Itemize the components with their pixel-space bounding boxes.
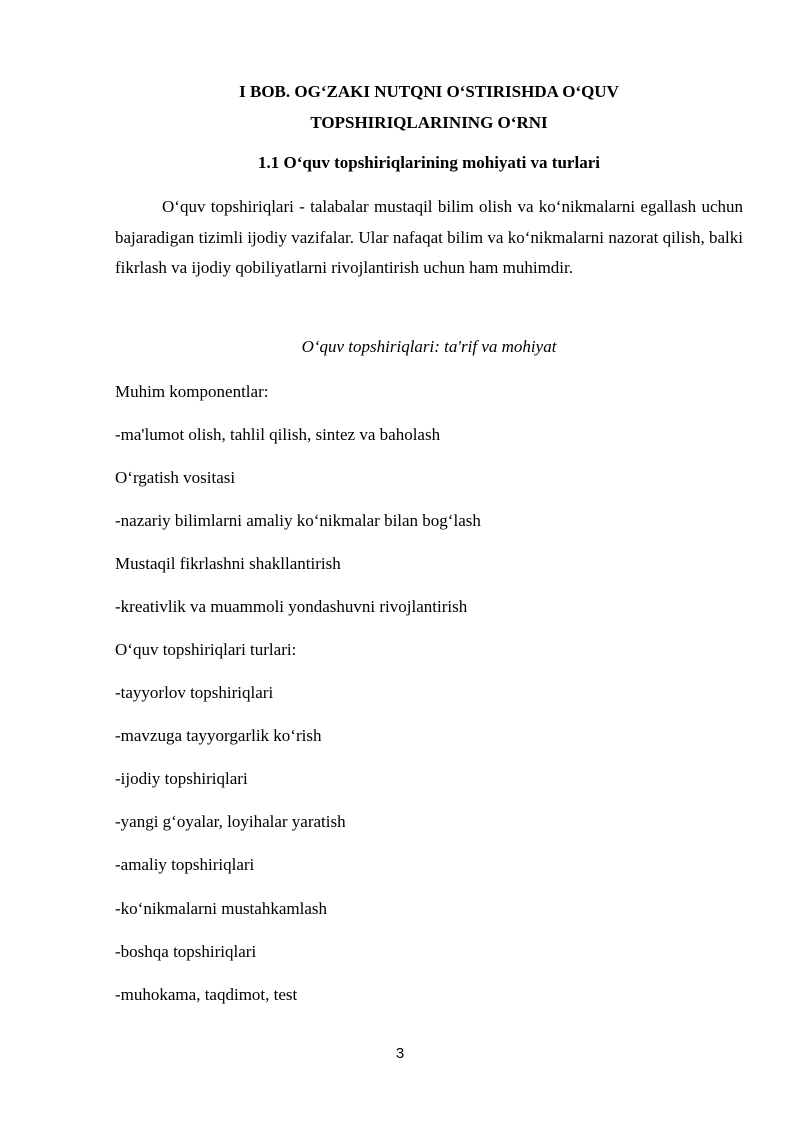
page-number: 3 — [395, 1045, 405, 1062]
list-item: -kreativlik va muammoli yondashuvni rivojlantirish — [115, 597, 468, 616]
list-item: O‘rgatish vositasi — [115, 468, 236, 487]
list-item: -yangi g‘oyalar, loyihalar yaratish — [115, 812, 346, 831]
chapter-title — [115, 76, 743, 138]
list-item: -ijodiy topshiriqlari — [115, 769, 248, 788]
list-item: Mustaqil fikrlashni shakllantirish — [115, 554, 341, 573]
list-item: -boshqa topshiriqlari — [115, 942, 257, 961]
list-item: -ko‘nikmalarni mustahkamlash — [115, 899, 327, 918]
chapter-title-line-1: I BOB. OG‘ZAKI NUTQNI O‘STIRISHDA O‘QUV — [239, 82, 619, 101]
list-item: -amaliy topshiriqlari — [115, 855, 255, 874]
list-item: -mavzuga tayyorgarlik ko‘rish — [115, 726, 322, 745]
section-title: 1.1 O‘quv topshiriqlarining mohiyati va turlari — [258, 153, 600, 172]
chapter-title-line-2: TOPSHIRIQLARINING O‘RNI — [310, 113, 548, 132]
italic-subtitle: O‘quv topshiriqlari: ta'rif va mohiyat — [301, 337, 557, 356]
list-item: -nazariy bilimlarni amaliy ko‘nikmalar bilan bog‘lash — [115, 511, 481, 530]
list-item: -muhokama, taqdimot, test — [115, 985, 298, 1004]
list-item: O‘quv topshiriqlari turlari: — [115, 640, 297, 659]
list-item: -ma'lumot olish, tahlil qilish, sintez va baholash — [115, 425, 441, 444]
list-item: -tayyorlov topshiriqlari — [115, 683, 274, 702]
list-item: Muhim komponentlar: — [115, 382, 269, 401]
intro-paragraph: O‘quv topshiriqlari - talabalar mustaqil bilim olish va ko‘nikmalarni egallash uchun bajaradigan tizimli ijodiy vazifalar. Ular nafaqat bilim va ko‘nikmalarni nazorat qilish, balki fikrlash va ijodiy qobiliyatlarni rivojlantirish uchun ham muhimdir. — [115, 197, 743, 277]
